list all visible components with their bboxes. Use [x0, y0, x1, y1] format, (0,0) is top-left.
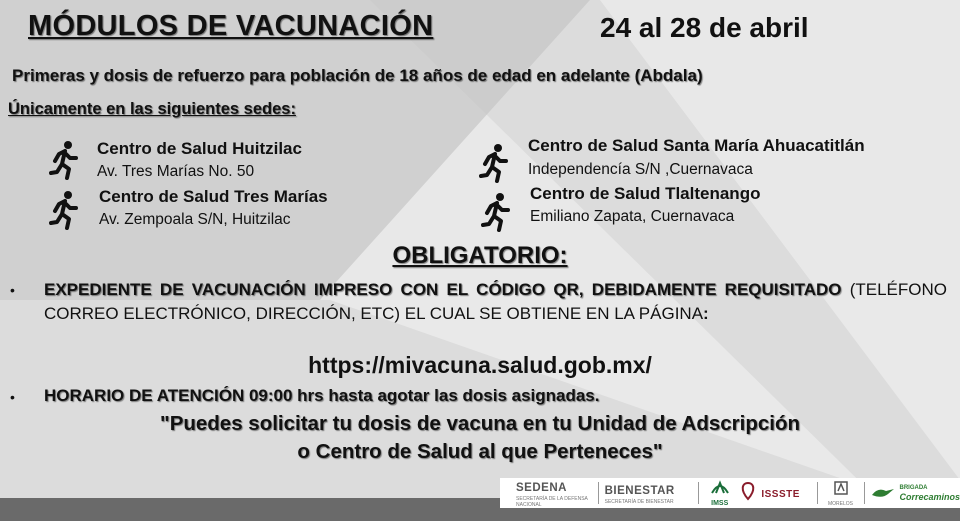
- page-title: MÓDULOS DE VACUNACIÓN: [28, 10, 434, 42]
- subtitle: Primeras y dosis de refuerzo para población de 18 años de edad en adelante (Abdala): [12, 66, 703, 85]
- runner-icon: [48, 190, 80, 235]
- vaccine-url[interactable]: https://mivacuna.salud.gob.mx/: [308, 352, 652, 378]
- site-name: Centro de Salud Huitzilac: [97, 139, 302, 158]
- site-address: Av. Tres Marías No. 50: [97, 163, 255, 180]
- site-name: Centro de Salud Tlaltenango: [530, 184, 761, 203]
- site-name: Centro de Salud Tres Marías: [99, 187, 328, 206]
- morelos-logo: MORELOS: [823, 480, 857, 507]
- site-address: Emiliano Zapata, Cuernavaca: [530, 208, 735, 225]
- runner-icon: [478, 143, 510, 188]
- site-address: Av. Zempoala S/N, Huitzilac: [99, 211, 291, 228]
- brigada-logo: BRIGADA Correcaminos: [870, 484, 960, 502]
- bullet-icon: •: [10, 389, 15, 405]
- requirement-bold: EXPEDIENTE DE VACUNACIÓN IMPRESO CON EL CÓDIGO QR, DEBIDAMENTE REQUISITADO: [44, 280, 842, 299]
- bienestar-logo: BIENESTAR SECRETARÍA DE BIENESTAR: [604, 485, 675, 505]
- issste-emblem-icon: [735, 480, 761, 507]
- bullet-icon: •: [10, 282, 15, 298]
- bird-icon: [870, 485, 896, 501]
- dates: 24 al 28 de abril: [600, 12, 809, 43]
- issste-logo: ISSSTE: [761, 489, 800, 500]
- site-address: Independencía S/N ,Cuernavaca: [528, 161, 753, 178]
- obligatorio-heading: OBLIGATORIO:: [392, 242, 568, 269]
- runner-icon: [480, 192, 512, 237]
- quote-line-1: "Puedes solicitar tu dosis de vacuna en tu Unidad de Adscripción: [159, 412, 801, 435]
- runner-icon: [48, 140, 80, 185]
- sedena-logo: SEDENA SECRETARÍA DE LA DEFENSA NACIONAL: [516, 482, 588, 508]
- requirement-detail: (TELÉFONO CORREO ELECTRÓNICO, DIRECCIÓN, ETC) EL CUAL SE OBTIENE EN LA PÁGINA: [44, 280, 948, 323]
- site-name: Centro de Salud Santa María Ahuacatitlán: [528, 136, 865, 155]
- imss-logo: IMSS: [705, 479, 735, 507]
- requirement-colon: :: [703, 304, 709, 323]
- sedes-heading: Únicamente en las siguientes sedes:: [8, 100, 296, 118]
- requirement-paragraph: [44, 278, 947, 326]
- logo-strip: [500, 478, 960, 508]
- quote-line-2: o Centro de Salud al que Perteneces": [297, 440, 663, 463]
- schedule: HORARIO DE ATENCIÓN 09:00 hrs hasta agotar las dosis asignadas.: [44, 386, 600, 405]
